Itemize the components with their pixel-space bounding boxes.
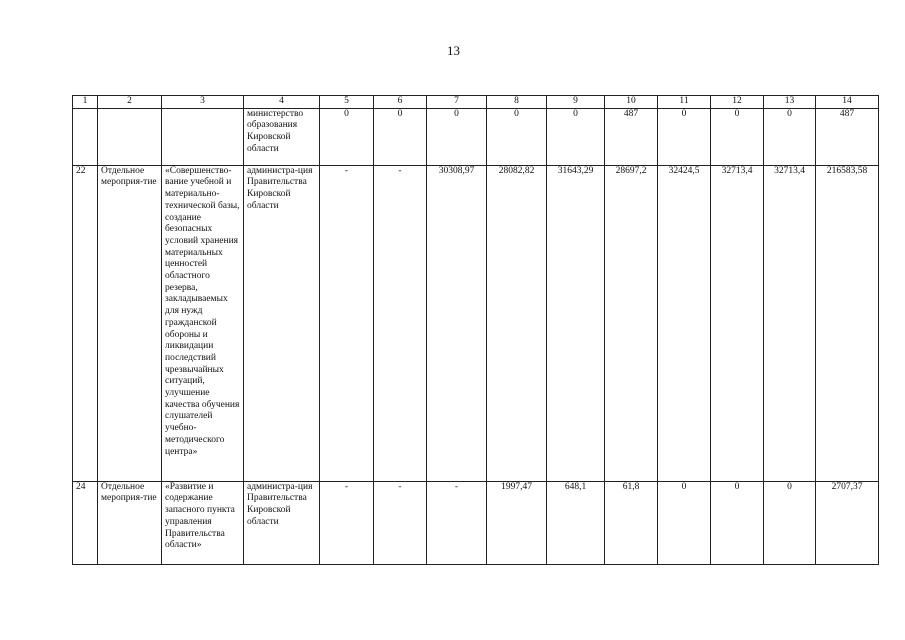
- value-cell: -: [374, 481, 427, 564]
- value-cell: 32713,4: [764, 165, 816, 481]
- value-cell: 0: [487, 108, 547, 165]
- column-header: 8: [487, 96, 547, 109]
- table-row: [73, 481, 879, 564]
- page-number: 13: [447, 43, 460, 58]
- column-header: 14: [816, 96, 879, 109]
- value-cell: 0: [427, 108, 487, 165]
- value-cell: 487: [816, 108, 879, 165]
- table-row: [73, 108, 879, 165]
- row-number: [73, 108, 98, 165]
- value-cell: 0: [374, 108, 427, 165]
- value-cell: 28697,2: [605, 165, 658, 481]
- header-row: [73, 96, 879, 109]
- value-cell: 30308,97: [427, 165, 487, 481]
- value-cell: -: [320, 165, 374, 481]
- column-header: 7: [427, 96, 487, 109]
- row-status: [98, 108, 162, 165]
- value-cell: 1997,47: [487, 481, 547, 564]
- row-number: 24: [73, 481, 98, 564]
- value-cell: 28082,82: [487, 165, 547, 481]
- value-cell: 0: [711, 481, 764, 564]
- value-cell: 61,8: [605, 481, 658, 564]
- row-name: «Развитие и содержание запасного пункта управления Правительства области»: [162, 481, 244, 564]
- row-name: [162, 108, 244, 165]
- row-status: Отдельное мероприя-тие: [98, 481, 162, 564]
- table-row: [73, 165, 879, 481]
- value-cell: -: [320, 481, 374, 564]
- column-header: 4: [244, 96, 320, 109]
- value-cell: 0: [547, 108, 605, 165]
- budget-table: [72, 95, 879, 565]
- value-cell: -: [427, 481, 487, 564]
- column-header: 3: [162, 96, 244, 109]
- value-cell: 32713,4: [711, 165, 764, 481]
- row-status: Отдельное мероприя-тие: [98, 165, 162, 481]
- value-cell: 0: [658, 481, 711, 564]
- value-cell: 0: [658, 108, 711, 165]
- value-cell: 0: [711, 108, 764, 165]
- value-cell: 0: [764, 481, 816, 564]
- value-cell: 487: [605, 108, 658, 165]
- column-header: 12: [711, 96, 764, 109]
- row-executor: администра-ция Правительства Кировской области: [244, 481, 320, 564]
- column-header: 10: [605, 96, 658, 109]
- value-cell: 216583,58: [816, 165, 879, 481]
- column-header: 11: [658, 96, 711, 109]
- column-header: 6: [374, 96, 427, 109]
- column-header: 2: [98, 96, 162, 109]
- value-cell: 2707,37: [816, 481, 879, 564]
- column-header: 13: [764, 96, 816, 109]
- row-number: 22: [73, 165, 98, 481]
- value-cell: 0: [764, 108, 816, 165]
- column-header: 9: [547, 96, 605, 109]
- value-cell: 31643,29: [547, 165, 605, 481]
- column-header: 5: [320, 96, 374, 109]
- value-cell: -: [374, 165, 427, 481]
- value-cell: 0: [320, 108, 374, 165]
- row-executor: министерство образования Кировской области: [244, 108, 320, 165]
- row-name: «Совершенство-вание учебной и материально-технической базы, создание безопасных условий хранения материальных ценностей областного резерва, закладываемых для нужд гражданской обороны и ликвидации последствий чрезвычайных ситуаций, улучшение качества обучения слушателей учебно-методического центра»: [162, 165, 244, 481]
- column-header: 1: [73, 96, 98, 109]
- value-cell: 32424,5: [658, 165, 711, 481]
- row-executor: администра-ция Правительства Кировской области: [244, 165, 320, 481]
- value-cell: 648,1: [547, 481, 605, 564]
